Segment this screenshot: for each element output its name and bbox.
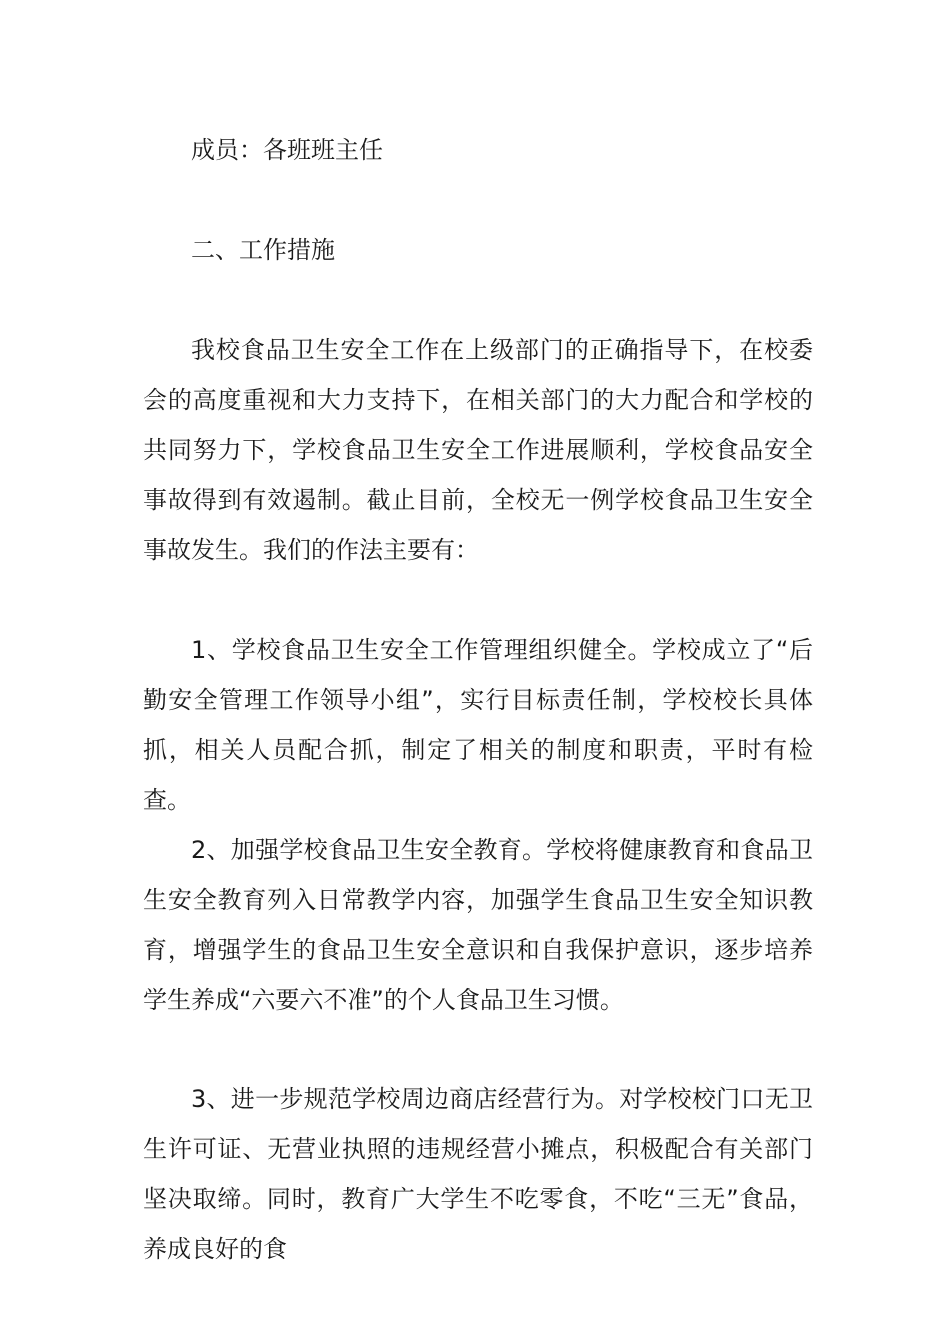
intro-paragraph: 我校食品卫生安全工作在上级部门的正确指导下，在校委会的高度重视和大力支持下，在相关部门的大力配合和学校的共同努力下，学校食品卫生安全工作进展顺利，学校食品安全事故得到有效遏制。截止目前，全校无一例学校食品卫生安全事故发生。我们的作法主要有： (143, 336, 813, 564)
measure-item-2: 2、加强学校食品卫生安全教育。学校将健康教育和食品卫生安全教育列入日常教学内容，加强学生食品卫生安全知识教育，增强学生的食品卫生安全意识和自我保护意识，逐步培养学生养成“六要六不准”的个人食品卫生习惯。 (143, 836, 813, 1014)
members-line: 成员：各班班主任 (191, 136, 383, 164)
section-heading: 二、工作措施 (191, 236, 335, 264)
measure-item-3: 3、进一步规范学校周边商店经营行为。对学校校门口无卫生许可证、无营业执照的违规经营小摊点，积极配合有关部门坚决取缔。同时，教育广大学生不吃零食，不吃“三无”食品，养成良好的食 (143, 1085, 813, 1263)
measure-item-1: 1、学校食品卫生安全工作管理组织健全。学校成立了“后勤安全管理工作领导小组”，实行目标责任制，学校校长具体抓，相关人员配合抓，制定了相关的制度和职责，平时有检查。 (143, 636, 813, 814)
